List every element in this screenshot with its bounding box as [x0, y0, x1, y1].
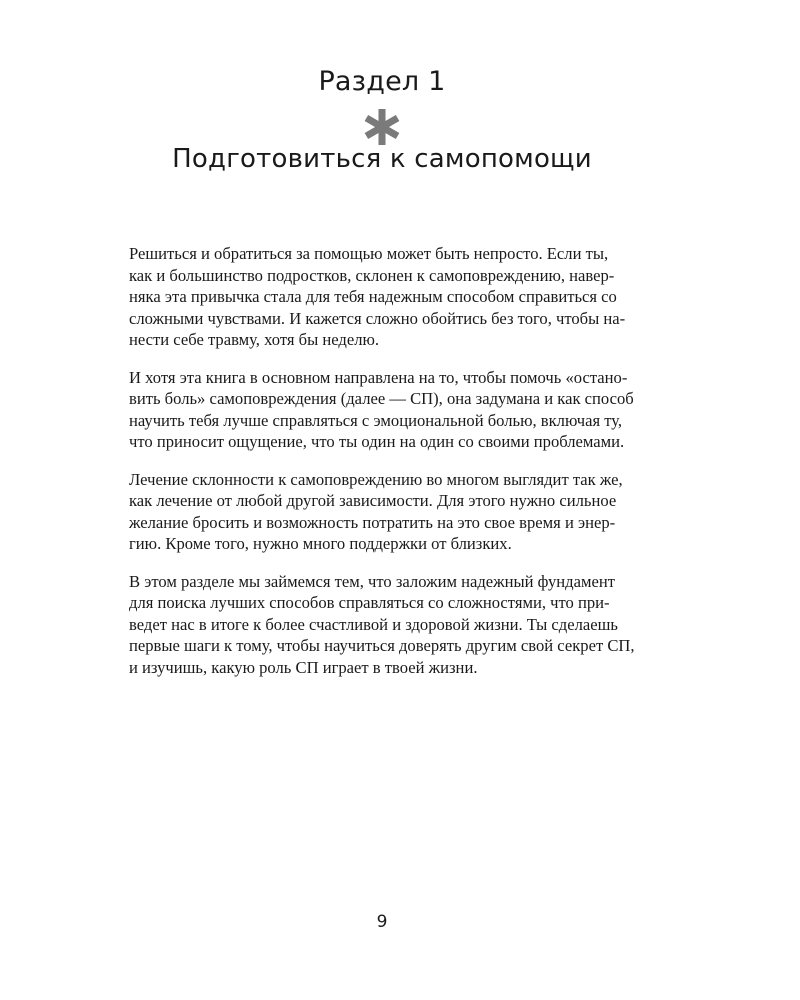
paragraph-4: В этом разделе мы займемся тем, что заложим надежный фундамент для поиска лучших способов справляться со сложностями, что при- ведет нас в итоге к более счастливой и здоровой жизни. Ты сделаешь первые шаги к тому, чтобы научиться доверять другим свой секрет СП, и изучишь, какую роль СП играет в твоей жизни. — [129, 571, 635, 677]
section-label: Раздел 1 — [318, 66, 446, 97]
section-title: Подготовиться к самопомощи — [172, 144, 592, 174]
asterisk-icon — [361, 106, 403, 148]
paragraph-3: Лечение склонности к самоповреждению во многом выглядит так же, как лечение от любой другой зависимости. Для этого нужно сильное желание бросить и возможность потратить на это свое время и энер- гию. Кроме того, нужно много поддержки от близких. — [129, 469, 623, 553]
paragraph-2: И хотя эта книга в основном направлена на то, чтобы помочь «останo- вить боль» самоповреждения (далее — СП), она задумана и как способ научить тебя лучше справляться с эмоциональной болью, включая ту, что приносит ощущение, что ты один на один со своими проблемами. — [129, 367, 634, 451]
page-number: 9 — [376, 912, 388, 932]
paragraph-1: Решиться и обратиться за помощью может быть непросто. Если ты, как и большинство подростков, склонен к самоповреждению, навер- няка эта привычка стала для тебя надежным способом справиться со сложными чувствами. И кажется сложно обойтись без того, чтобы на- нести себе травму, хотя бы неделю. — [129, 244, 626, 349]
body-text — [129, 243, 637, 694]
